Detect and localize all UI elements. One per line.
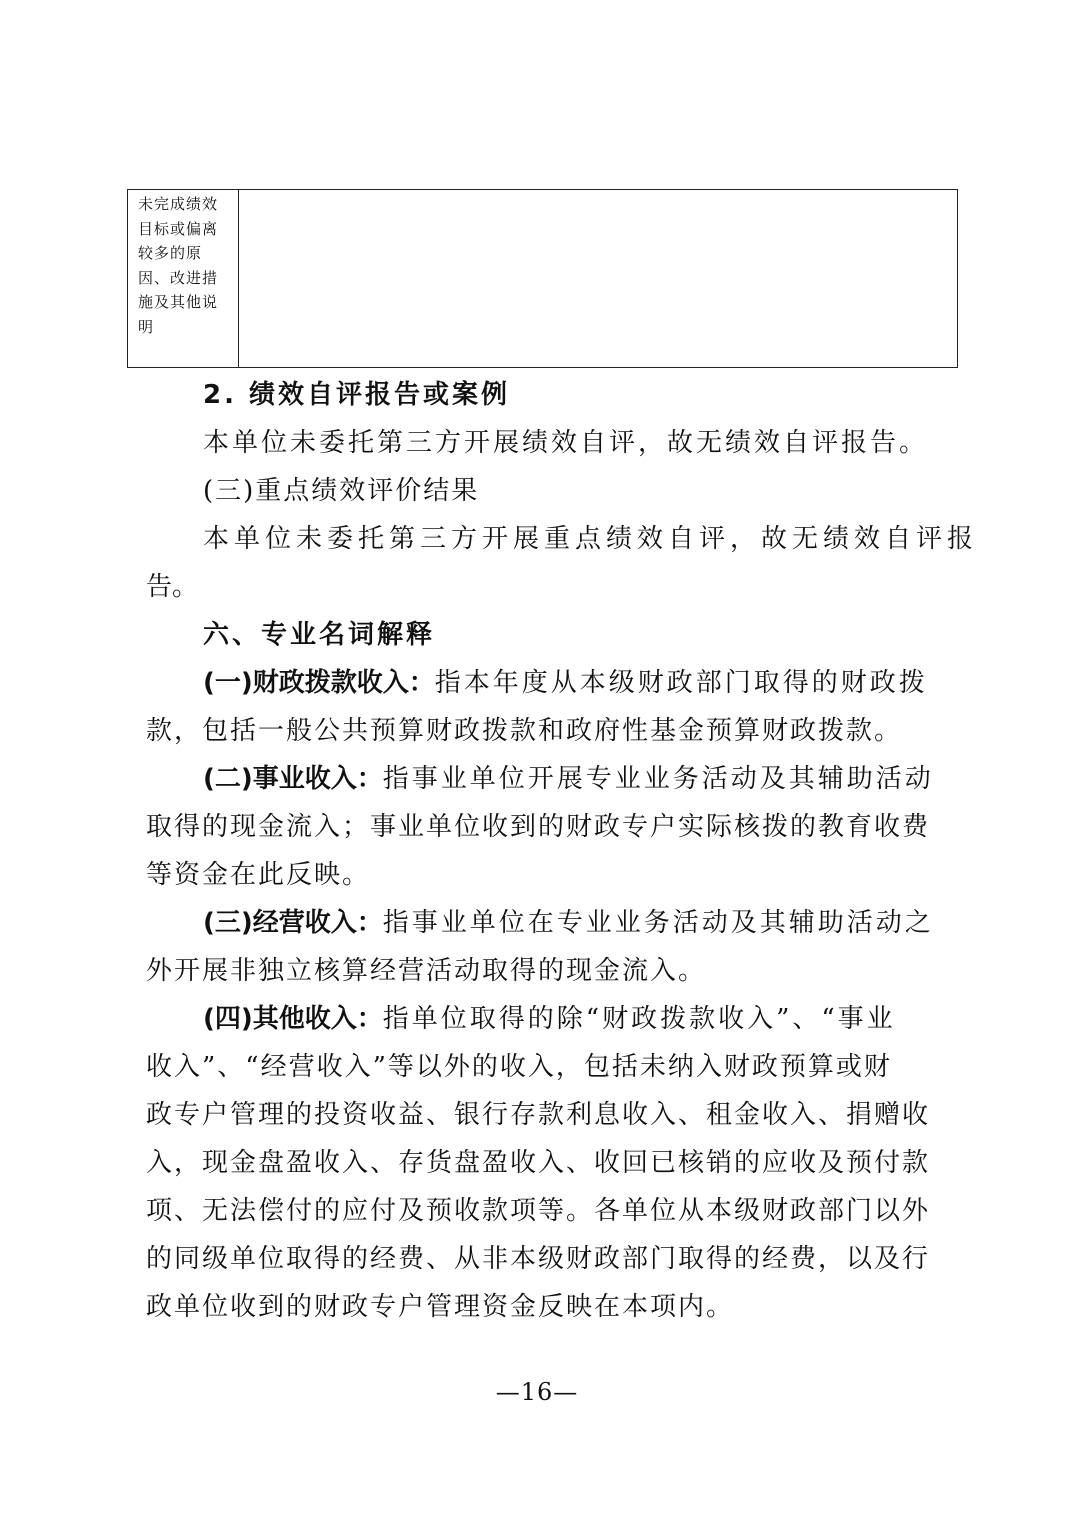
glossary-definition-line: 款，包括一般公共预算财政拨款和政府性基金预算财政拨款。 (146, 716, 903, 746)
glossary-definition-line: 取得的现金流入；事业单位收到的财政专户实际核拨的教育收费 (146, 812, 931, 842)
table-label-cell: 未完成绩效目标或偏离较多的原因、改进措施及其他说明 (128, 190, 239, 368)
glossary-definition-line: 指本年度从本级财政部门取得的财政拨 (434, 668, 928, 698)
glossary-definition-line: 指事业单位开展专业业务活动及其辅助活动 (382, 764, 934, 794)
performance-table-fragment (127, 189, 958, 368)
page-number: —16— (495, 1378, 579, 1406)
glossary-item-fiscal-appropriation (203, 666, 940, 700)
table-content-cell (239, 190, 958, 368)
glossary-definition-line: 的同级单位取得的经费、从非本级财政部门取得的经费，以及行 (146, 1244, 931, 1274)
glossary-definition-line: 入，现金盘盈收入、存货盘盈收入、收回已核销的应收及预付款 (146, 1148, 931, 1178)
glossary-item-business-income (203, 762, 934, 796)
glossary-definition-line: 收入”、“经营收入”等以外的收入，包括未纳入财政预算或财 (146, 1052, 892, 1082)
glossary-item-other-income (203, 1002, 896, 1036)
glossary-definition-line: 指单位取得的除“财政拨款收入”、“事业 (382, 1004, 896, 1034)
glossary-term: (一)财政拨款收入： (203, 668, 435, 698)
glossary-definition-line: 政单位收到的财政专户管理资金反映在本项内。 (146, 1292, 735, 1322)
section-heading-key-evaluation: (三)重点绩效评价结果 (203, 476, 480, 506)
section-heading-self-evaluation: 2. 绩效自评报告或案例 (203, 380, 511, 410)
glossary-definition-line: 政专户管理的投资收益、银行存款利息收入、租金收入、捐赠收 (146, 1100, 931, 1130)
glossary-definition-line: 项、无法偿付的应付及预收款项等。各单位从本级财政部门以外 (146, 1196, 931, 1226)
glossary-term: (二)事业收入： (203, 764, 383, 794)
glossary-term: (四)其他收入： (203, 1004, 383, 1034)
glossary-term: (三)经营收入： (203, 908, 383, 938)
table-row (128, 190, 958, 368)
paragraph-key-evaluation-line1: 本单位未委托第三方开展重点绩效自评，故无绩效自评报 (203, 524, 979, 554)
paragraph-self-evaluation: 本单位未委托第三方开展绩效自评，故无绩效自评报告。 (203, 428, 929, 458)
glossary-definition-line: 指事业单位在专业业务活动及其辅助活动之 (382, 908, 934, 938)
section-heading-glossary: 六、专业名词解释 (203, 620, 436, 650)
glossary-definition-line: 等资金在此反映。 (146, 860, 371, 890)
glossary-definition-line: 外开展非独立核算经营活动取得的现金流入。 (146, 956, 707, 986)
glossary-item-operating-income (203, 906, 934, 940)
paragraph-key-evaluation-line2: 告。 (146, 572, 199, 602)
